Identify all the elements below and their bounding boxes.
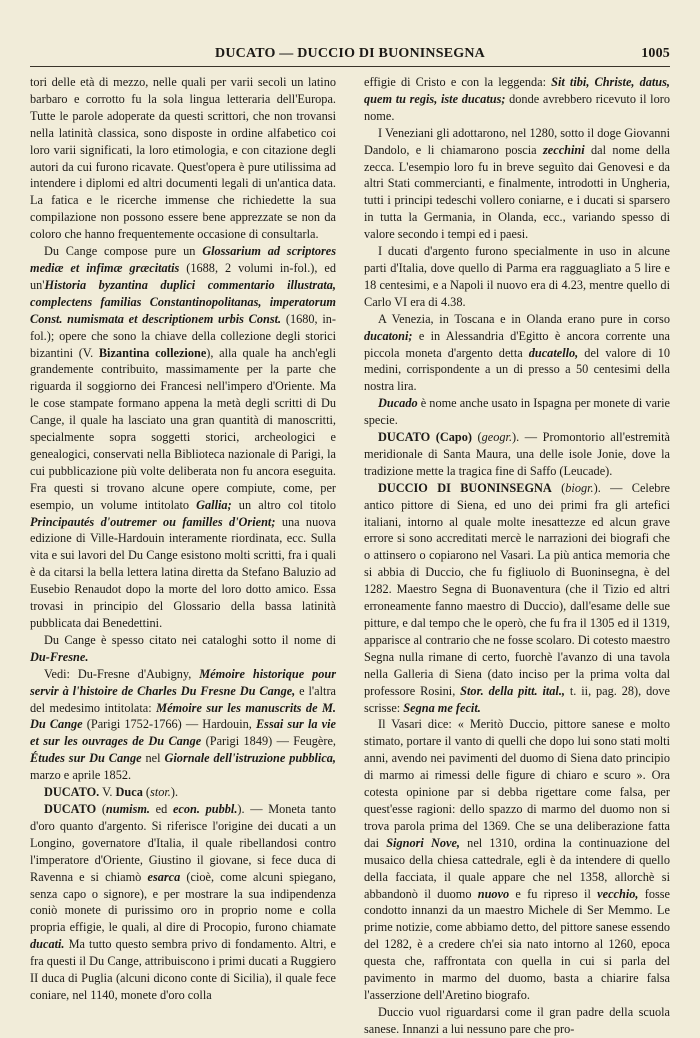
page-number: 1005: [641, 46, 670, 61]
paragraph-ducatoni: A Venezia, in Toscana e in Olanda erano pure in corso ducatoni; e in Alessandria d'Egitto è ancora corrente una piccola moneta d'argento detta ducatello, del valore di 10 medini, corrispondente a un di presso a 50 centesimi della nostra lira.: [364, 311, 670, 394]
paragraph-vasari-quote: Il Vasari dice: « Meritò Duccio, pittore sanese e molto stimato, portare il vanto di quelli che dopo lui sono stati molti anni, avendo nei pavimenti del duomo di Siena dato principio di marmo ai rimessi delle figure di chiaro e scuro ». Ora cotesta opinione par si debba rigettare come falsa, per quest'esse ragioni: dello spazzo di marmo del duomo non si trova parola prima del 1369. Che se una deliberazione fatta dai Signori Nove, nel 1310, ordina la continuazione del musaico della chiesa cattedrale, egli è da intendere di quello della facciata, il quale appare che nel 1358, allorchè si abbandonò il duomo nuovo e fu ripreso il vecchio, fosse condotto innanzi da un maestro Michele di Ser Memmo. Le prime notizie, come abbiamo detto, del pittore sanese essendo del 1282, è a credere ch'ei sia nato intorno al 1260, epoca questa che, raffrontata con quella in cui si parla del pavimento in marmo del duomo, basta a chiarire falsa l'asserzione dell'Aretino biografo.: [364, 717, 671, 1002]
page-header: [30, 44, 670, 67]
paragraph-ducado: Ducado è nome anche usato in Ispagna per monete di varie specie.: [364, 396, 670, 428]
paragraph-du-cange-works: Du Cange compose pure un Glossarium ad scriptores mediæ et infimæ græcitatis (1688, 2 volumi in-fol.), ed un'Historia byzantina duplici commentario illustrata, complectens familias Constantinopolitanas, imperatorum Const. numismata et descriptionem urbis Const. (1680, in-fol.); opere che sono la chiave della collezione degli storici bizantini (V. Bizantina collezione), alla quale ha anch'egli grandemente contribuito, massimamente per la parte che riguarda il soggiorno dei Francesi nell'impero d'Oriente. Ma le cose stampate formano appena la metà degli scritti di Du Cange, il quale ha lasciato una gran quantità di manoscritti, specialmente sopra soggetti storici, archeologici e genealogici, conservati nella Biblioteca nazionale di Parigi, la cui pubblicazione più volte deliberata non fu ancora eseguita. Fra questi si trovano alcune opere compiute, come, per esempio, un volume intitolato Gallia; un altro col titolo Principautés d'outremer ou familles d'Orient; una nuova edizione di Ville-Hardouin interamente riordinata, ecc. Sulla vita e sui lavori del Du Cange esistono molti scritti, fra i quali è da citarsi la bella lettera latina diretta da Stefano Baluzio ad Eusebio Renaudot dopo la morte del loro dotto amico. Essa trovasi in principio del Glossario della bassa latinità pubblicata dai Benedettini.: [30, 244, 336, 630]
paragraph-du-fresne-name: Du Cange è spesso citato nei cataloghi sotto il nome di Du-Fresne.: [30, 632, 336, 664]
paragraph-silver-ducats: I ducati d'argento furono specialmente in uso in alcune parti d'Italia, dove quello di Parma era ragguagliato a 5 lire e 18 centesimi, e a Napoli il nuovo era di 4.23, mentre quello di Carlo VI era di 4.38.: [364, 244, 670, 309]
paragraph-glossary-continuation: tori delle età di mezzo, nelle quali per varii secoli un latino barbaro e corrotto fu la sola lingua letteraria dell'Europa. Tutte le parole adoperate da questi scrittori, che non trovansi nella latinità classica, sono disposte in ordine alfabetico coi loro varii significati, la loro etimologia, e con citazione degli autori da cui furono ricavate. Quest'opera è pure utilissima ad intendere i diplomi ed altri documenti legali di un'antica data. La fatica e le ricerche immense che richiedette la sua compilazione non possono essere bene apprezzate se non da coloro che hanno frequentemente occasione di consultarla.: [30, 75, 336, 242]
paragraph-references: Vedi: Du-Fresne d'Aubigny, Mémoire historique pour servir à l'histoire de Charles Du Fresne Du Cange, e l'altra del medesimo intitolata: Mémoire sur les manuscrits de M. Du Cange (Parigi 1752-1766) — Hardouin, Essai sur la vie et sur les ouvrages de Du Cange (Parigi 1849) — Feugère, Études sur Du Cange nel Giornale dell'istruzione pubblica, marzo e aprile 1852.: [30, 666, 337, 783]
right-column: [364, 74, 671, 1036]
paragraph-sienese-school: Duccio vuol riguardarsi come il gran padre della scuola sanese. Innanzi a lui nessuno pare che pro-: [364, 1004, 670, 1036]
entry-ducato-numism: DUCATO (numism. ed econ. pubbl.). — Moneta tanto d'oro quanto d'argento. Si riferisce l'origine dei ducati a un Longino, governatore d'Italia, il quale ribellandosi contro l'imperatore d'Oriente, Giustino il giovane, si fece duca di Ravenna e si chiamò esarca (cioè, come alcuni spiegano, senza capo o signore), e per mostrare la sua indipendenza coniò monete di purissimo oro in proprio nome e colla propria effigie, le quali, al dire di Procopio, furono chiamate ducati. Ma tutto questo sembra privo di fondamento. Altri, e fra questi il Du Cange, attribuiscono i primi ducati a Ruggiero II duca di Puglia (alcuni dicono conte di Sicilia), il quale fece coniare, nel 1140, monete d'oro colla: [30, 801, 337, 1002]
entry-ducato-capo: DUCATO (Capo) (geogr.). — Promontorio all'estremità meridionale di Santa Maura, una delle isole Jonie, dove la tradizione mette la tragica fine di Saffo (Leucade).: [364, 430, 671, 478]
entry-ducato-stor: DUCATO. V. Duca (stor.).: [44, 785, 179, 800]
running-head: DUCATO — DUCCIO DI BUONINSEGNA: [215, 46, 485, 61]
paragraph-venetians: I Veneziani gli adottarono, nel 1280, sotto il doge Giovanni Dandolo, e li chiamarono poscia zecchini dal nome della zecca. L'esempio loro fu in breve seguìto dai Genovesi e da altri Stati commercianti, e finalmente, introdotti in Ungheria, tutti i principi tedeschi vollero coniarne, e i ducati si sparsero in tutta la Germania, in Olanda, ecc., variando spesso di valore secondo i tempi ed i paesi.: [364, 125, 671, 242]
entry-duccio-di-buoninsegna: DUCCIO DI BUONINSEGNA (biogr.). — Celebre antico pittore di Siena, ed uno dei primi fra gli artefici italiani, intorno al quale molte inesattezze ed alcun grave errore si sono accreditati mercè le narrazioni dei biografi che o attinsero o copiarono nel Vasari. La più antica memoria che si abbia di Duccio, che fu figliuolo di Buoninsegna, è del 1282. Maestro Segna di Buonaventura (che il Tizio ed altri erroneamente fanno maestro di Duccio), dall'esame delle sue pitture, e dal tempo che le operò, che fu fra il 1305 ed il 1319, apparisce al contrario che ne fosse scolaro. Di cotesto maestro Segna nulla rimane di certo, fuorchè l'avanzo di una tavola nella Galleria di Siena (dato inciso per la prima volta dal professore Rosini, Stor. della pitt. ital., t. ii, pag. 28), dove scrisse: Segna me fecit.: [364, 480, 671, 715]
paragraph-legend: effigie di Cristo e con la leggenda: Sit tibi, Christe, datus, quem tu regis, iste ducatus; donde avrebbero ricevuto il loro nome.: [364, 75, 670, 123]
left-column: [30, 74, 336, 1024]
